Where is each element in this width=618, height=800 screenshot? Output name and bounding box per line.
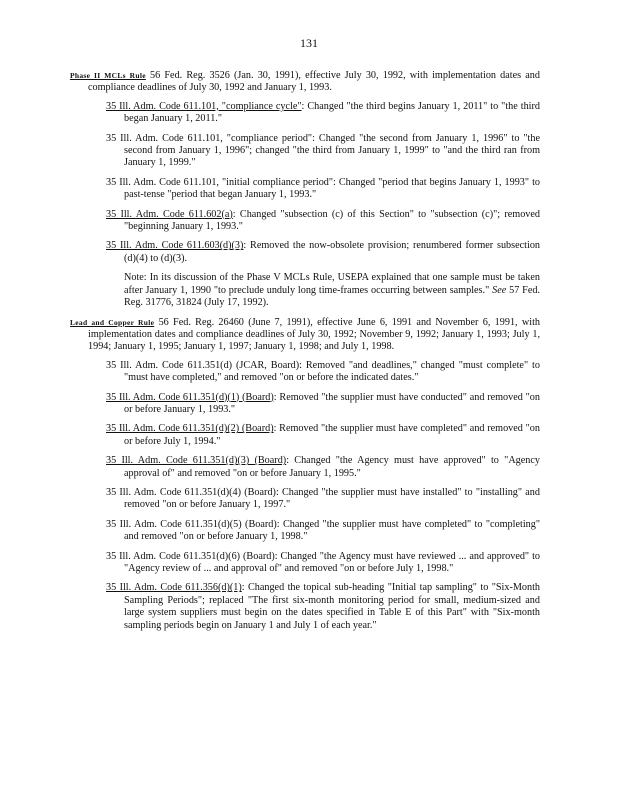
amendment-list [106,360,540,632]
note-paragraph [124,272,540,309]
code-citation: 35 Ill. Adm. Code 611.101, "compliance cycle" [106,100,302,112]
amendment-text: : Changed "subsection (c) of this Section" to "subsection (c)"; removed "beginning January 1, 1993." [124,208,540,233]
amendment-entry [106,101,540,126]
note-citation: 57 Fed. Reg. 31776, 31824 (July 17, 1992). [124,284,541,309]
code-citation: 35 Ill. Adm. Code 611.356(d)(1) [106,582,242,594]
amendment-entry [106,392,540,417]
note-text: In its discussion of the Phase V MCLs Rule, USEPA explained that one sample must be taken after January 1, 1990 "to preclude unduly long time-frames occurring between samples." [124,272,540,296]
amendment-text: : Removed "and deadlines," changed "must complete" to "must have completed," and removed "on or before the indicated dates." [124,359,540,384]
rule-description: 56 Fed. Reg. 3526 (Jan. 30, 1991), effective July 30, 1992, with implementation dates and compliance deadlines of July 30, 1992 and January 1, 1993. [88,70,540,94]
amendment-text: : Removed "the supplier must have conducted" and removed "on or before January 1, 1993." [124,391,540,415]
code-citation: 35 Ill. Adm. Code 611.351(d)(6) (Board) [106,550,275,562]
amendment-text: : Changed the topical sub-heading "Initial tap sampling" to "Six-Month Sampling Periods"; replaced "The first six-month monitoring period for small, medium-sized and large system suppliers must begin on the dates specified in Table E of this Part" with "Six-month sampling periods begin on January 1 and July 1 of each year." [124,582,541,631]
amendment-text: : Changed "the second from January 1, 1996" to "the second from January 1, 1996"; changed "the third from January 1, 1999" to "and the third ran from January 1, 1999." [124,132,541,169]
amendment-entry [106,209,540,234]
code-citation: 35 Ill. Adm. Code 611.602(a) [106,208,233,220]
amendment-text: : Removed the now-obsolete provision; renumbered former subsection (d)(4) to (d)(3). [124,240,541,264]
amendment-text: : Changed "the third begins January 1, 2011" to "the third began January 1, 2011." [124,100,540,125]
code-citation: 35 Ill. Adm. Code 611.351(d)(3) (Board) [106,455,287,467]
code-citation: 35 Ill. Adm. Code 611.351(d)(4) (Board) [106,486,276,498]
amendment-entry [106,240,540,265]
amendment-text: : Changed "the supplier must have installed" to "installing" and removed "on or before January 1, 1997." [124,486,540,511]
code-citation: 35 Ill. Adm. Code 611.351(d)(1) (Board) [106,391,274,403]
amendment-text: : Changed "period that begins January 1, 1993" to past-tense "period that began January 1, 1993." [124,176,540,201]
amendment-entry [106,487,540,512]
amendment-entry [106,519,540,544]
amendment-entry [106,177,540,202]
code-citation: 35 Ill. Adm. Code 611.101, "compliance period" [106,132,313,144]
amendment-entry [106,455,540,480]
code-citation: 35 Ill. Adm. Code 611.351(d)(5) (Board) [106,518,277,530]
rule-description: 56 Fed. Reg. 26460 (June 7, 1991), effective June 6, 1991 and November 6, 1991, with implementation dates and compliance deadlines of July 30, 1992; November 9, 1992; January 1, 1993; July 1, 1994; January 1, 1995; January 1, 1997; January 1, 1998; and July 1, 1998. [88,316,540,353]
rule-section [70,317,540,633]
amendment-text: : Changed "the Agency must have approved" to "Agency approval of" and removed "on or before January 1, 1995." [124,455,540,479]
amendment-entry [106,551,540,576]
rule-title: Lead and Copper Rule [70,317,155,327]
amendment-list [106,101,540,310]
amendment-entry [106,360,540,385]
rule-title: Phase II MCLs Rule [70,71,146,80]
note-label: Note: [124,272,147,284]
code-citation: 35 Ill. Adm. Code 611.603(d)(3) [106,240,244,252]
rule-heading [70,70,540,95]
see-signal: See [492,284,507,296]
page-number: 131 [300,36,318,50]
amendment-text: : Removed "the supplier must have completed" and removed "on or before July 1, 1994." [124,423,540,447]
document-body [70,70,540,639]
code-citation: 35 Ill. Adm. Code 611.101, "initial compliance period" [106,176,334,188]
amendment-text: : Changed "the supplier must have completed" to "completing" and removed "on or before January 1, 1998." [124,518,540,543]
amendment-entry [106,423,540,448]
rule-heading [70,317,540,354]
code-citation: 35 Ill. Adm. Code 611.351(d) (JCAR, Board) [106,359,300,371]
rule-section [70,70,540,310]
amendment-text: : Changed "the Agency must have reviewed ... and approved" to "Agency review of ... and approval of" and removed "on or before July 1, 1998." [124,550,540,574]
code-citation: 35 Ill. Adm. Code 611.351(d)(2) (Board) [106,423,274,435]
amendment-entry [106,582,540,632]
amendment-entry [106,133,540,170]
